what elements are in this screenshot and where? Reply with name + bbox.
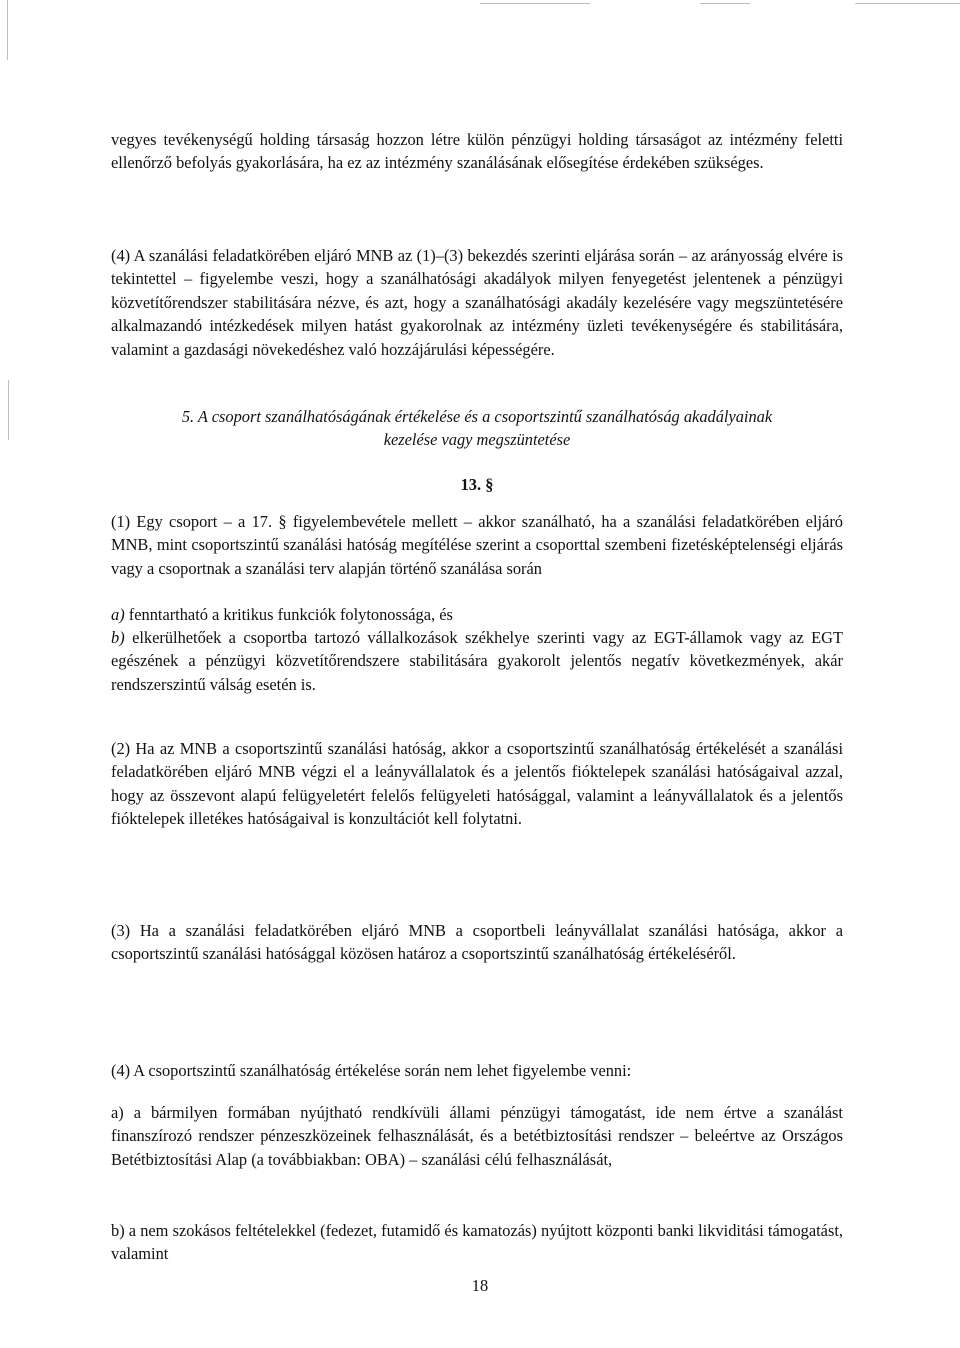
point-label: b) — [111, 628, 125, 647]
scan-edge-line — [700, 3, 750, 4]
scan-edge-line — [855, 3, 960, 4]
subsection-13-1-a — [111, 603, 843, 626]
paragraph-intro: vegyes tevékenységű holding társaság hozzon létre külön pénzügyi holding társaságot az intézmény feletti ellenőrző befolyás gyakorlására, ha ez az intézmény szanálásának elősegítése érdekében szükséges. — [111, 130, 843, 173]
point-text: elkerülhetőek a csoportba tartozó vállalkozások székhelye szerinti vagy az EGT-államok vagy az EGT egészének a pénzügyi közvetítőrendszere stabilitására gyakorolt jelentős negatív következmények, akár rendszerszintű válság esetén is. — [111, 628, 843, 694]
page-number: 18 — [471, 1276, 489, 1295]
subsection-13-2: (2) Ha az MNB a csoportszintű szanálási hatóság, akkor a csoportszintű szanálhatóság értékelését a szanálási feladatkörében eljáró MNB végzi el a leányvállalatok és a jelentős fióktelepek szanálási hatóságaival azzal, hogy az összevont alapú felügyeletért felelős felügyeleti hatósággal, valamint a leányvállalatok és a jelentős fióktelepek illetékes hatóságaival is konzultációt kell folytatni. — [111, 739, 843, 829]
section-title-line1: 5. A csoport szanálhatóságának értékelése és a csoportszintű szanálhatóság akadályainak — [181, 407, 773, 426]
subsection-13-1: (1) Egy csoport – a 17. § figyelembevétele mellett – akkor szanálható, ha a szanálási feladatkörében eljáró MNB, mint csoportszintű szanálási hatóság megítélése szerint a csoporttal szembeni fizetésképtelenségi eljárás vagy a csoportnak a szanálási terv alapján történő szanálása során — [111, 512, 843, 578]
point-text: fenntartható a kritikus funkciók folytonossága, és — [128, 605, 453, 624]
section-title-line2: kezelése vagy megszüntetése — [383, 430, 571, 449]
paragraph-mark: 13. § — [460, 475, 494, 494]
subsection-13-4-b: b) a nem szokásos feltételekkel (fedezet, futamidő és kamatozás) nyújtott központi banki likviditási támogatást, valamint — [111, 1221, 843, 1264]
subsection-13-4-a: a) a bármilyen formában nyújtható rendkívüli állami pénzügyi támogatást, ide nem értve a szanálást finanszírozó rendszer pénzeszközeinek felhasználását, és a betétbiztosítási rendszer – beleértve az Országos Betétbiztosítási Alap (a továbbiakban: OBA) – szanálási célú felhasználását, — [111, 1103, 843, 1169]
subsection-13-1-b — [111, 626, 843, 696]
section-title — [111, 405, 843, 451]
paragraph-4: (4) A szanálási feladatkörében eljáró MNB az (1)–(3) bekezdés szerinti eljárása során – az arányosság elvére is tekintettel – figyelembe veszi, hogy a szanálhatósági akadályok milyen fenyegetést jelentenek a pénzügyi közvetítőrendszer stabilitására nézve, és azt, hogy a szanálhatósági akadály kezelésére vagy megszüntetésére alkalmazandó intézkedések milyen hatást gyakorolnak az intézmény üzleti tevékenységére és stabilitására, valamint a gazdasági növekedéshez való hozzájárulási képességére. — [111, 246, 843, 359]
scan-edge-line — [7, 0, 8, 60]
scan-edge-line — [8, 380, 9, 440]
subsection-13-4: (4) A csoportszintű szanálhatóság értékelése során nem lehet figyelembe venni: — [111, 1061, 632, 1080]
point-label: a) — [111, 605, 125, 624]
subsection-13-3: (3) Ha a szanálási feladatkörében eljáró MNB a csoportbeli leányvállalat szanálási hatósága, akkor a csoportszintű szanálási hatósággal közösen határoz a csoportszintű szanálhatóság értékeléséről. — [111, 921, 843, 964]
scan-edge-line — [480, 3, 590, 4]
